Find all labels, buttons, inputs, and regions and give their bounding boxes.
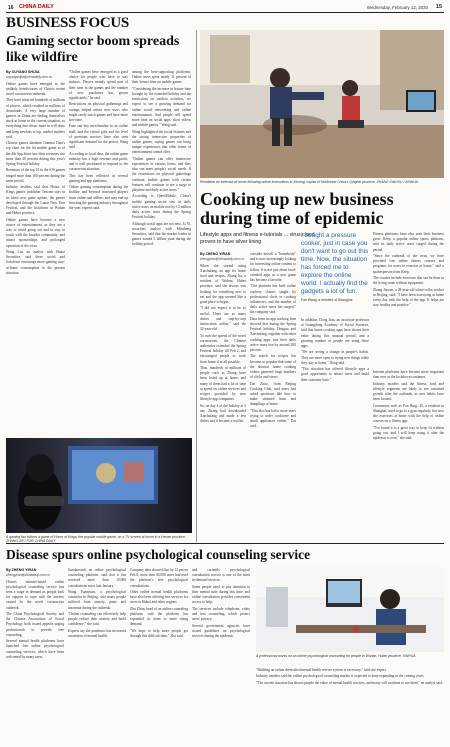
- article2-paragraph: "We are seeing a change in people's habits. They are more open to trying new things while they stay at home," Dong said.: [301, 350, 369, 365]
- article1-paragraph: Online games have become a new source of entertainment, as they are a way to avoid going out and to stay in touch with the broader community, and attract sponsorships and prolonged operation of the virus.: [6, 217, 65, 248]
- article2-paragraph: When she started using Xiachufang, an app for home food and recipes, Zhang Jia, a resident of Wuhan, Hubei province, said she always was looking for something new to eat and the app seemed like a good place to begin.: [200, 263, 246, 304]
- article1-paragraph: According to QuestMobile, China's mobile gaming sector saw its daily active users on mobile rise by 13 million daily active users during the Spring Festival holiday.: [132, 194, 191, 220]
- article2-standfirst: Lifestyle apps and fitness e-tutorials ... virus cloud proves to have silver lining: [200, 232, 315, 245]
- pull-quote-text: I bought a pressure cooker, just in case you don't want to go out this time. Now, the situation has forced me to explore the online world. I actually find the gadgets a lot of fun.: [301, 232, 369, 295]
- exercise-photo-caption: Residents do exercise at home following online instructions in Xiuning, capital of Northwest China's Qinghai province. ZHANG XIAOXU / XINHUA: [200, 180, 418, 184]
- article3-paragraph: The services include telephone, video and text counseling, which protect users' privacy.: [192, 606, 250, 622]
- article3-paragraph: "Building an online diversified mental health service system is necessary," said one expert.: [256, 668, 387, 672]
- article2-paragraph: consider herself a "homebody" and is now increasingly looking for interesting online content to follow. It is not just about food-oriented apps as a new game has become a favorite.: [250, 252, 296, 283]
- article2-paragraph: Industry insiders said the fitness, food and lifestyle segments are likely to see sustained growth after the outbreak, as user habits have been formed.: [373, 381, 444, 402]
- article2-byline: By ZHENG YIRAN: [200, 252, 231, 256]
- article1-paragraph: Although social apps are not new, Li Yi, securities analyst with Minsheng Securities, said that the market leader in games earned 5 billion yuan during the holiday period.: [132, 221, 191, 247]
- article2-paragraph: The courses include exercises that can be done in the living room without equipment.: [373, 276, 444, 286]
- article3-paragraph: "The current situation has shown people the value of mental health services, and many will continue to use them," an analyst said.: [256, 680, 443, 685]
- page-number-left: 16: [8, 5, 14, 11]
- article1-col3: [132, 70, 191, 249]
- exercise-photo: [200, 30, 444, 178]
- article2-col5: [373, 370, 444, 442]
- gaming-photo: [6, 438, 192, 533]
- article2-col3: [301, 318, 369, 384]
- article3-paragraph: Company data showed that by 12 pm on Feb 8, more than 30,000 users had used the platform's free psychological consultations.: [130, 568, 188, 588]
- article1-paragraph: Revenues of the top 10 in the iOS games ranged more than 160 percent during the same period.: [6, 168, 65, 183]
- article3-paragraph: The China Psychological Society and the Chinese Association of Social Psychology both issued appeals urging professionals to provide free counseling.: [6, 611, 64, 637]
- article2-paragraph: "Our platform has built online cookery classes taught by professional chefs or cooking influencers, and the number of daily active users has surged," the company said.: [250, 284, 296, 315]
- article2-paragraph: "This situation has offered lifestyle apps a good opportunity to attract users and build their customer base.": [301, 367, 369, 382]
- header-rule: [6, 12, 444, 13]
- counseling-photo-caption: A professional works on an online psychological counseling for people in Wuhan, Hubei province. XINHUA: [256, 654, 416, 658]
- article3-paragraph: Wang Yuanyuan, a psychological counselor in Beijing, said many people suffered from anxiety, panic and insomnia during the outbreak.: [68, 590, 126, 610]
- article2-paragraph: To curb the spread of the novel coronavirus, the Chinese authorities extended the Spring Festival holiday till Feb 2, and encouraged people to work from home if at all possible.: [200, 333, 246, 364]
- article2-paragraph: Dai Zhuo, from Beijing Cooking Club, said users had asked questions like how to make steamed buns and dumplings at home.: [250, 381, 296, 407]
- article1-paragraph: Restrictions on physical gatherings and outings helped attract new users who might rarely touch games and have more free time.: [69, 102, 128, 123]
- article2-paragraph: Internet platforms have become more important than ever as the lockdown continues.: [373, 370, 444, 380]
- article1-paragraph: among the best-supporting platforms. Online users spent nearly 11 percent of their leisure time on mobile games.: [132, 70, 191, 85]
- counseling-photo: [256, 567, 444, 652]
- article2-paragraph: Thus, hundreds of millions of people such as Zhang have been holed up at home, and many of them had a lot of time to spend on online services and recipes provided by new lifestyle app companies.: [200, 365, 246, 402]
- article3-paragraph: Jiandanxinli, an online psychological counseling platform, said that it has received more than 10,000 consultations since late January.: [68, 568, 126, 588]
- article2-paragraph: Data from an app tracking firm showed that during the Spring Festival holiday, Douguo and Xiachufang, together with other cooking apps, saw their daily active users rise by around 200 percent.: [250, 316, 296, 353]
- article2-paragraph: So, on day 4 of the holiday at 2 am, Zhang had downloaded Xiachufang and made a few dishes and it became a real hit.: [200, 403, 246, 424]
- article1-paragraph: They have attracted hundreds of millions of players, which resulted in millions of downloads. A very large number of gamers in China are finding themselves stuck at home in the current situation, so everything that draws more in will draw and keep newbies at top, market insiders said.: [6, 98, 65, 139]
- article1-col2: [69, 70, 128, 212]
- article3-paragraph: Other online mental health platforms have also been offering free services for users in Hubei and other regions.: [130, 590, 188, 605]
- article2-col2: [250, 252, 296, 431]
- paper-name: CHINA DAILY: [19, 4, 54, 10]
- article2-col4: [373, 232, 444, 310]
- page-number-right: 15: [435, 4, 442, 10]
- section-title: [6, 15, 129, 32]
- pull-quote-attribution: Fan Wang, a resident of Shanghai: [301, 298, 353, 302]
- article3-paragraph: Industry insiders said the online psychological counseling market is expected to keep expanding in the coming years.: [256, 674, 425, 679]
- article1-paragraph: "Online games have emerged as a good choice for people who have to stay indoors. Players mainly spend part of their time in the games and the number of new purchases has grown significantly," he said.: [69, 70, 128, 101]
- article2-email: zhengyiran@chinadaily.com.cn: [200, 257, 244, 261]
- exercise-photo-illustration: [200, 30, 444, 178]
- article3-paragraph: Some people need to pay attention to their mental state during this time, and online consultation provides convenient access to help.: [192, 584, 250, 605]
- article3-col3: [130, 568, 188, 640]
- gaming-photo-illustration: [6, 438, 192, 533]
- article3-paragraph: "Online counseling can effectively help people reduce their anxiety and build confidence," she said.: [68, 612, 126, 627]
- article1-paragraph: Wang highlighted the social features and the strong interactive properties of online games, saying games can bring unique experiences that other forms of entertainment cannot offer.: [132, 129, 191, 155]
- article3-col4: [192, 568, 250, 640]
- article1-paragraph: Wang Lin, an analyst with Huaxi Securities, said these social and lockdown encourage more gaming stay-at-home consumption in the present situation.: [6, 249, 65, 275]
- article2-paragraph: "This also has led to more users trying to order cookware and small appliances online," Dai said.: [250, 408, 296, 429]
- gaming-photo-caption: A gaming fan follows a game of Honor of Kings, the popular mobile game, on a TV screen at home in a Henan province. ZHANG JIE / FOR CHINA DAILY: [6, 535, 186, 544]
- counseling-photo-illustration: [256, 567, 444, 652]
- article3-paragraph: Several government agencies have issued guidelines on psychological services during the epidemic.: [192, 623, 250, 638]
- article2-paragraph: "Since the outbreak of the virus, we have provided free online fitness courses and programs for users to exercise at home," said a spokesperson from Keep.: [373, 254, 444, 274]
- article1-paragraph: Industry insiders said that Honor of Kings games' publisher Tencent says in its latest new game update, the games developed through the Lunar New Year Festival, and the lockdown in Wuhan and Hubei province.: [6, 185, 65, 216]
- article3-headline: Disease spurs online psychological counseling service: [6, 547, 311, 562]
- header-date: Wednesday, February 12, 2020: [366, 5, 428, 10]
- article1-paragraph: Fans can buy merchandise in an online mall, and the virtual gifts and the level of premium services have also seen significant demand for the period, Wang said.: [69, 124, 128, 150]
- article2-paragraph: Fitness platforms have also seen their business grow. Keep, a popular online sports platform, said its daily active users surged during the period.: [373, 232, 444, 252]
- article1-paragraph: Online gaming consumption during the holiday and beyond increased players from online and offline, and may end up boosting the gaming industry throughout the year, experts said.: [69, 185, 128, 211]
- article2-paragraph: "I did not expect it to be so useful. There are so many dishes and step-by-step instructions online," said the 32-year-old.: [200, 306, 246, 332]
- article1-paragraph: Chinese games database Gamma Data's top chart for the hit mobile game as of the 4th App Store saw their revenues rise more than 20 percent during this year's Spring Festival holiday.: [6, 141, 65, 166]
- article3-paragraph: "We hope to help more people get through this difficult time," Zhu said.: [130, 628, 188, 638]
- article2-paragraph: Consumers such as Pan Bing, 45, a resident in Shanghai, used to go to a gym regularly, but now she exercises at home with the help of online courses on a fitness app.: [373, 403, 444, 424]
- section-label: BUSINESS FOCUS: [6, 15, 129, 31]
- article3-paragraph: China's internet-based online psychological counseling service has seen a surge in demand as people look for support to cope with the anxiety caused by the novel coronavirus outbreak.: [6, 579, 64, 610]
- pull-quote: [301, 232, 369, 302]
- article1-paragraph: Online games have emerged as the unlikely beneficiaries of China's recent novel coronavirus outbreak.: [6, 81, 65, 96]
- article3-rule: [6, 543, 444, 544]
- article3-col2: [68, 568, 126, 640]
- article1-paragraph: According to local data, the online game industry has a high revenue and profit, and is well positioned to respond to the coronavirus situation.: [69, 151, 128, 172]
- article2-paragraph: The search for recipes has become so popular that some of the shortest home cooking videos garnered large numbers of clicks and views.: [250, 354, 296, 380]
- article3-col1: [6, 568, 64, 661]
- article3-col5: [256, 668, 444, 687]
- article1-paragraph: "Online games can offer immersive experiences in various forms, and they also can meet people's social needs. If the restrictions on physical gatherings continue, mobile games with certain features will continue to see a surge in playtime and daily active users.": [132, 156, 191, 193]
- article1-col1: [6, 70, 65, 277]
- article3-paragraph: Several mental health platforms have launched free online psychological counseling services, which have been welcomed by many users.: [6, 639, 64, 659]
- article3-paragraph: and currently psychological consultation service is one of the most in-demand services.: [192, 568, 250, 583]
- article1-byline: By OUYANG SHIJIA: [6, 70, 40, 74]
- article1-headline: Gaming sector boom spreads like wildfire: [6, 34, 180, 65]
- article1-paragraph: This has been reflected in several gaming and app platforms.: [69, 173, 128, 183]
- article3-paragraph: Zhu Zhou, head of an online counseling platform, said the platform has expanded its team to meet rising demand.: [130, 606, 188, 627]
- article3-email: zhengyiran@chinadaily.com.cn: [6, 573, 50, 577]
- article3-paragraph: Experts say the pandemic has increased awareness of mental health.: [68, 628, 126, 638]
- article2-paragraph: "I've found it is a great way to keep fit without going out, and I will keep using it after the epidemic is over," she said.: [373, 425, 444, 440]
- article2-paragraph: Zhang Jiawen, a 28-year-old white-collar worker in Beijing, said: "I have been exercising at home every day with the help of the app. It helps me stay healthy and positive.": [373, 287, 444, 308]
- column-divider: [196, 30, 197, 542]
- paper-logo: [19, 4, 54, 10]
- article1-email: ouyangshijia@chinadaily.com.cn: [6, 75, 53, 79]
- article1-paragraph: "Considering the increase in leisure time brought by the extended holiday and the restrictions on outdoor activities, we expect to see a growing demand for online social networking and online entertainment. And people will spend more time on social apps, short videos and mobile games," Wang said.: [132, 86, 191, 128]
- article2-paragraph: In addition, Dong Jian, an associate professor at Guangdong Academy of Social Sciences, said that home cooking apps have shown their value during this unusual period, and a growing number of people are using these apps.: [301, 318, 369, 349]
- article3-byline: By ZHENG YIRAN: [6, 568, 37, 572]
- article2-col1: [200, 252, 246, 426]
- article2-headline: Cooking up new business during time of epidemic: [200, 189, 394, 228]
